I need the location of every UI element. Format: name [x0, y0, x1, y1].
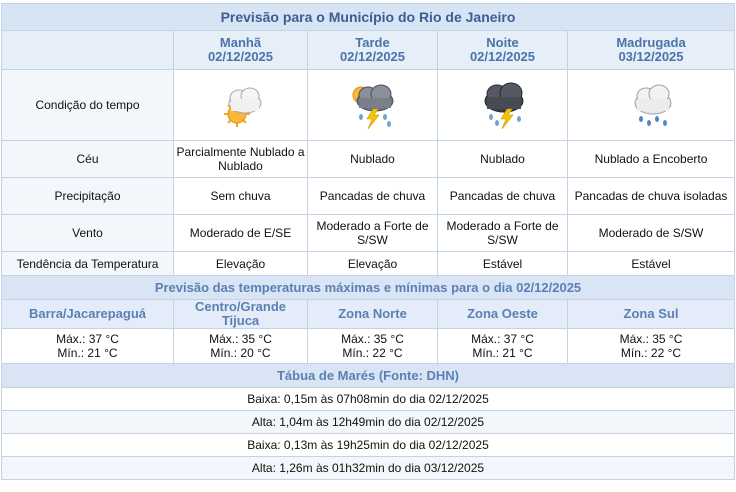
tide-entry: Baixa: 0,15m às 07h08min do dia 02/12/2025 — [2, 388, 735, 411]
zone-temp-cell — [568, 329, 735, 364]
ceu-cell: Parcialmente Nublado a Nublado — [174, 141, 308, 178]
row-label-vento: Vento — [2, 215, 174, 252]
temp-max: Máx.: 35 °C — [341, 332, 404, 346]
tendencia-cell: Estável — [568, 252, 735, 276]
period-date: 02/12/2025 — [207, 49, 274, 64]
zone-temp-cell — [2, 329, 174, 364]
ceu-cell: Nublado — [308, 141, 438, 178]
row-label-condicao: Condição do tempo — [2, 70, 174, 141]
precipitacao-cell: Sem chuva — [174, 178, 308, 215]
period-name: Tarde — [355, 35, 390, 50]
vento-cell: Moderado de S/SW — [568, 215, 735, 252]
temp-min: Mín.: 21 °C — [57, 346, 118, 360]
ceu-cell: Nublado — [438, 141, 568, 178]
period-date: 02/12/2025 — [339, 49, 406, 64]
night-storm-icon — [477, 79, 529, 131]
tendencia-cell: Elevação — [174, 252, 308, 276]
temp-max: Máx.: 35 °C — [209, 332, 272, 346]
tide-entry: Baixa: 0,13m às 19h25min do dia 02/12/2025 — [2, 434, 735, 457]
row-label-ceu: Céu — [2, 141, 174, 178]
storm-icon — [347, 79, 399, 131]
zone-header: Zona Norte — [308, 300, 438, 329]
period-header-madrugada — [568, 31, 735, 70]
forecast-title: Previsão para o Município do Rio de Janeiro — [2, 4, 735, 31]
temps-section-title: Previsão das temperaturas máximas e mínimas para o dia 02/12/2025 — [2, 276, 735, 300]
zone-header: Barra/Jacarepaguá — [2, 300, 174, 329]
forecast-table — [1, 3, 735, 480]
zone-header: Zona Oeste — [438, 300, 568, 329]
row-label-tendencia: Tendência da Temperatura — [2, 252, 174, 276]
sun-cloud-icon — [215, 79, 267, 131]
temp-min: Mín.: 21 °C — [472, 346, 533, 360]
temp-max: Máx.: 37 °C — [471, 332, 534, 346]
precipitacao-cell: Pancadas de chuva — [438, 178, 568, 215]
tide-entry: Alta: 1,04m às 12h49min do dia 02/12/2025 — [2, 411, 735, 434]
zone-temp-cell — [308, 329, 438, 364]
zone-header: Centro/Grande Tijuca — [174, 300, 308, 329]
ceu-cell: Nublado a Encoberto — [568, 141, 735, 178]
zone-temp-cell — [174, 329, 308, 364]
temp-max: Máx.: 37 °C — [56, 332, 119, 346]
temp-max: Máx.: 35 °C — [619, 332, 683, 346]
tendencia-cell: Elevação — [308, 252, 438, 276]
temp-min: Mín.: 20 °C — [210, 346, 271, 360]
zone-header: Zona Sul — [568, 300, 735, 329]
rain-cloud-icon — [625, 79, 677, 131]
period-header-tarde — [308, 31, 438, 70]
period-date: 03/12/2025 — [618, 49, 684, 64]
vento-cell: Moderado a Forte de S/SW — [308, 215, 438, 252]
period-header-noite — [438, 31, 568, 70]
condition-cell — [174, 70, 308, 141]
tide-entry: Alta: 1,26m às 01h32min do dia 03/12/2025 — [2, 457, 735, 480]
precipitacao-cell: Pancadas de chuva — [308, 178, 438, 215]
temp-min: Mín.: 22 °C — [342, 346, 403, 360]
vento-cell: Moderado de E/SE — [174, 215, 308, 252]
temp-min: Mín.: 22 °C — [620, 346, 682, 360]
period-date: 02/12/2025 — [469, 49, 536, 64]
row-label-precipitacao: Precipitação — [2, 178, 174, 215]
period-header-manha — [174, 31, 308, 70]
tendencia-cell: Estável — [438, 252, 568, 276]
period-name: Noite — [486, 35, 519, 50]
vento-cell: Moderado a Forte de S/SW — [438, 215, 568, 252]
tides-section-title: Tábua de Marés (Fonte: DHN) — [2, 364, 735, 388]
condition-cell — [438, 70, 568, 141]
precipitacao-cell: Pancadas de chuva isoladas — [568, 178, 735, 215]
condition-cell — [568, 70, 735, 141]
period-name: Madrugada — [616, 35, 686, 50]
condition-cell — [308, 70, 438, 141]
period-name: Manhã — [219, 35, 262, 50]
blank-header-cell — [2, 31, 174, 70]
zone-temp-cell — [438, 329, 568, 364]
